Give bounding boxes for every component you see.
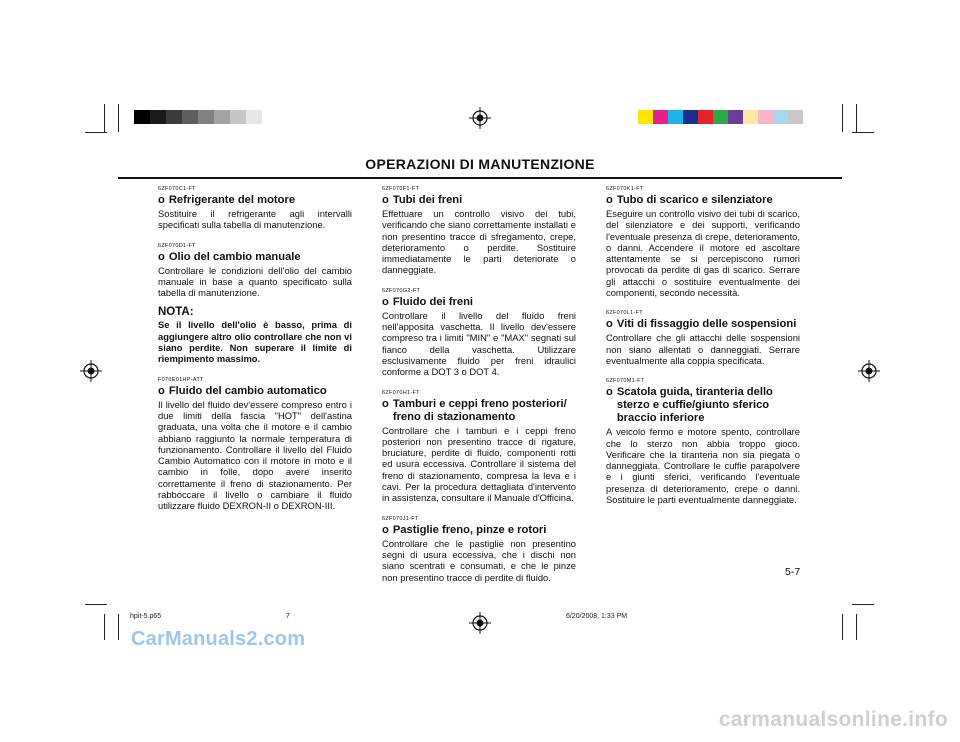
section-body: Eseguire un controllo visivo dei tubi di scarico, del silenziatore e dei supporti, verificando l'eventuale presenza di crepe, deterioramento, o danni. Accendere il motore ed ascoltare attentamente se si percepiscono rumori provocati da perdite di gas di scarico. Serrare gli attacchi o sostituire eventualmente dei componenti, secondo necessità.	[606, 208, 800, 299]
registration-mark-icon	[469, 612, 491, 634]
section-code: 6ZF070D1-FT	[158, 242, 196, 249]
section-heading: o Refrigerante del motore	[158, 194, 296, 206]
section-code: 6ZF070H1-FT	[382, 389, 420, 396]
color-swatch	[230, 110, 246, 124]
title-rule	[118, 177, 842, 179]
section-heading: o Fluido dei freni	[382, 295, 474, 308]
registration-mark-icon	[469, 107, 491, 129]
footer-filename: hpit-5.p65	[130, 613, 162, 620]
section-code: 6ZF070K1-FT	[606, 186, 644, 192]
section-code: 6ZF070M1-FT	[606, 378, 645, 385]
crop-mark	[85, 604, 107, 605]
crop-mark	[842, 614, 843, 640]
column-1	[158, 186, 352, 512]
color-swatch	[653, 110, 668, 124]
section-code: F070E01HP-ATT	[158, 376, 204, 383]
color-swatch	[743, 110, 758, 124]
section-body: Controllare che le pastiglie non presentino segni di usura eccessiva, che i dischi non siano scentrati e consumati, e che le pinze non presentino tracce di perdite di fluido.	[382, 537, 576, 583]
section-heading: o Olio del cambio manuale	[158, 250, 301, 263]
note-title: NOTA:	[158, 306, 194, 319]
section-code: 6ZF070F1-FT	[382, 186, 420, 192]
registration-mark-icon	[80, 360, 102, 382]
section-code: 6ZF070G2-FT	[382, 287, 421, 294]
color-swatch	[728, 110, 743, 124]
footer-page: 7	[286, 613, 290, 620]
color-swatch	[134, 110, 150, 124]
registration-mark-icon	[858, 360, 880, 382]
note-body: Se il livello dell'olio è basso, prima di aggiungere altro olio controllare che non vi siano perdite. Non superare il limite di riempimento massimo.	[158, 319, 352, 365]
section-body: Controllare che i tamburi e i ceppi freno posteriori non presentino tracce di rigature, bruciature, perdite di fluido, componenti rotti ed usura eccessiva. Controllare il sistema del freno di stazionamento, compresa la leva e i cavi. Per la procedura dettagliata d'intervento in assistenza, consultare il Manuale d'Officina.	[382, 424, 576, 504]
color-swatch	[198, 110, 214, 124]
section-body: A veicolo fermo e motore spento, controllare che lo sterzo non abbia troppo gioco. Verificare che la tiranteria non sia piegata o danneggiata. Controllare le cuffie parapolvere e i giunti sferici, verificando l'eventuale presenza di deterioramento, crepe o danni. Sostituire le parti eventualmente danneggiate.	[606, 426, 800, 506]
section-body: Controllare le condizioni dell'olio del cambio manuale in base a quanto specificato sulla tabella di manutenzione.	[158, 264, 352, 299]
color-swatch	[683, 110, 698, 124]
section-code: 6ZF070C1-FT	[158, 186, 196, 192]
crop-mark	[118, 614, 119, 640]
color-swatch	[668, 110, 683, 124]
section-heading: o Pastiglie freno, pinze e rotori	[382, 523, 547, 536]
crop-mark	[842, 104, 843, 132]
color-swatch	[214, 110, 230, 124]
watermark-carmanualsonline[interactable]: carmanualsonline.info	[718, 708, 948, 731]
crop-mark	[118, 104, 119, 132]
footer-datetime: 6/20/2008, 1:33 PM	[566, 613, 628, 620]
section-heading: o Fluido del cambio automatico	[158, 384, 327, 397]
color-swatch	[638, 110, 653, 124]
color-swatch	[150, 110, 166, 124]
section-heading: o Tubi dei freni	[382, 194, 463, 206]
column-2	[382, 186, 576, 583]
column-3	[606, 186, 800, 505]
section-body: Controllare che gli attacchi delle sospensioni non siano allentati o danneggiati. Serrare eventualmente alla coppia specificata.	[606, 332, 800, 366]
color-swatch	[758, 110, 773, 124]
crop-mark	[856, 104, 857, 132]
section-body: Il livello del fluido dev'essere compreso entro i due limiti della fascia "HOT" dell'astina graduata, una volta che il motore e il cambio abbiano raggiunto la normale temperatura di funzionamento. Controllare il livello del Fluido Cambio Automatico con il motore in moto e il cambio in folle, dopo avere inserito correttamente il freno di stazionamento. Per rabboccare il livello o cambiare il fluido utilizzare fluido DEXRON-II o DEXRON-III.	[158, 398, 352, 512]
crop-mark	[104, 104, 105, 132]
crop-mark	[852, 604, 874, 605]
page-number: 5-7	[785, 566, 801, 578]
crop-mark	[852, 132, 874, 133]
watermark-carmanuals2[interactable]: CarManuals2.com	[131, 628, 306, 650]
section-body: Sostituire il refrigerante agli intervalli specificati sulla tabella di manutenzione.	[158, 208, 352, 231]
section-heading: o Tubo di scarico e silenziatore	[606, 194, 773, 206]
color-swatch	[773, 110, 788, 124]
section-heading: o Scatola guida, tiranteria dello sterzo e cuffie/giunto sferico braccio inferiore	[606, 386, 773, 425]
section-heading: o Viti di fissaggio delle sospensioni	[606, 318, 797, 331]
color-swatch	[713, 110, 728, 124]
color-swatch	[698, 110, 713, 124]
color-swatch	[788, 110, 803, 124]
crop-mark	[856, 614, 857, 640]
crop-mark	[85, 132, 107, 133]
section-body: Controllare il livello del fluido freni nell'apposita vaschetta. Il livello dev'essere compreso tra i limiti "MIN" e "MAX" segnati sul fianco della vaschetta. Utilizzare esclusivamente fluido per freni idraulici conforme a DOT 3 o DOT 4.	[382, 309, 576, 378]
page-title: OPERAZIONI DI MANUTENZIONE	[365, 156, 595, 172]
section-code: 6ZF070L1-FT	[606, 310, 643, 317]
crop-mark	[104, 614, 105, 640]
color-swatch	[166, 110, 182, 124]
section-code: 6ZF070J1-FT	[382, 515, 419, 522]
section-heading: o Tamburi e ceppi freno posteriori/ freno di stazionamento	[382, 397, 567, 423]
color-swatch	[182, 110, 198, 124]
color-swatch	[246, 110, 262, 124]
section-body: Effettuare un controllo visivo dei tubi, verificando che siano correttamente installati e non presentino tracce di sfregamento, crepe, deterioramento o perdite. Sostituire immediatamente le parti deteriorate o danneggiate.	[382, 208, 576, 276]
